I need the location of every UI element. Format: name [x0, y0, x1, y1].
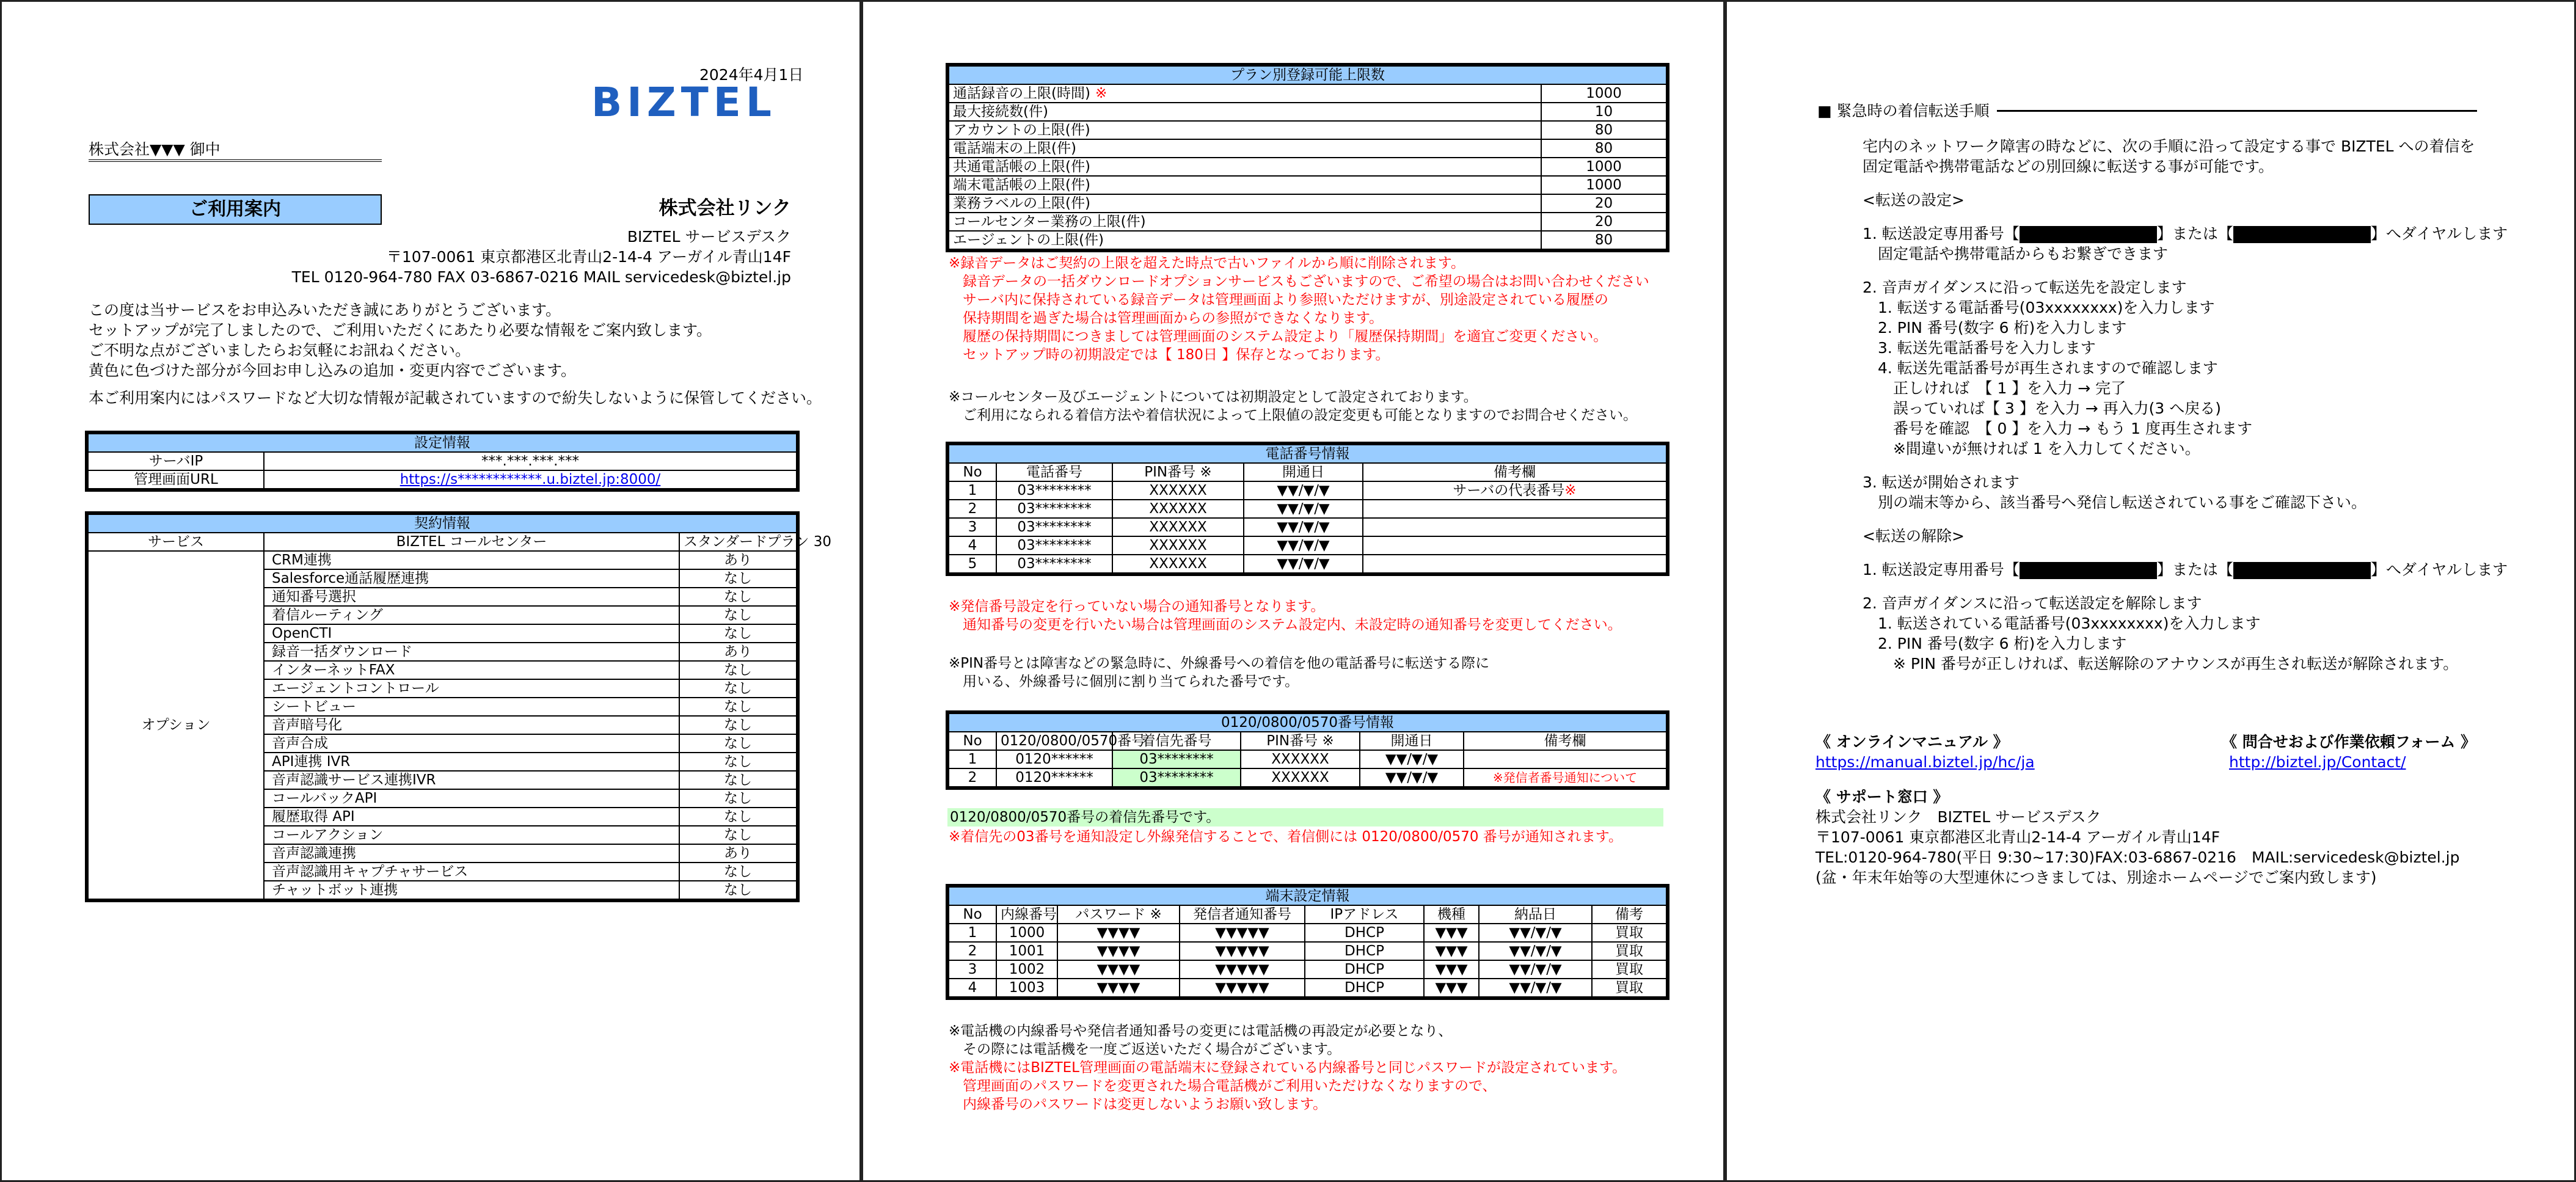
step-text: 】へダイヤルします	[2370, 561, 2508, 578]
remark-mark: ※	[1564, 483, 1577, 498]
option-value: なし	[679, 569, 798, 588]
cell: 2	[947, 942, 996, 960]
option-name: OpenCTI	[264, 624, 679, 643]
cell	[1464, 750, 1668, 768]
cell: DHCP	[1305, 924, 1424, 942]
cell: ▼▼▼▼	[1057, 960, 1180, 979]
company-info	[292, 227, 791, 287]
terminal-row	[947, 979, 1668, 998]
note-line: 用いる、外線番号に個別に割り当てられた番号です。	[949, 674, 1299, 690]
cell: 2	[947, 768, 996, 788]
limit-mark: ※	[1095, 86, 1107, 101]
cell: ▼▼/▼/▼	[1360, 750, 1464, 768]
note-line: 保持期間を過ぎた場合は管理画面からの参照ができなくなります。	[949, 310, 1384, 326]
column-header: No	[947, 463, 996, 481]
cell: ▼▼▼▼	[1057, 924, 1180, 942]
server-ip-value: ***.***.***.***	[264, 452, 798, 470]
option-name: 着信ルーティング	[264, 606, 679, 624]
support-block	[1815, 787, 2459, 888]
cell: 1	[947, 481, 996, 500]
step-text: 1. 転送設定専用番号【	[1863, 225, 2020, 243]
freedial-table	[946, 710, 1669, 790]
option-value: なし	[679, 716, 798, 734]
cell: ▼▼/▼/▼	[1244, 536, 1363, 555]
option-value: なし	[679, 606, 798, 624]
column-header: 備考欄	[1464, 732, 1668, 750]
freedial-row	[947, 750, 1668, 768]
form-block	[2222, 732, 2476, 772]
cell: 1	[947, 924, 996, 942]
step-line: 別の端末等から、該当番号へ発信し転送されている事をご確認下さい。	[1863, 494, 2367, 511]
option-name: 通知番号選択	[264, 588, 679, 606]
note-line: ご利用になられる着信方法や着信状況によって上限値の設定変更も可能となりますのでお問合せください。	[949, 407, 1637, 423]
limit-row	[947, 139, 1668, 158]
cell: 4	[947, 536, 996, 555]
manual-heading: 《 オンラインマニュアル 》	[1815, 733, 2009, 751]
step-line: ※ PIN 番号が正しければ、転送解除のアナウンスが再生され転送が解除されます。	[1863, 655, 2459, 673]
option-name: 音声暗号化	[264, 716, 679, 734]
support-line: 〒107-0061 東京都港区北青山2-14-4 アーガイル青山14F	[1815, 828, 2220, 846]
limit-value: 10	[1541, 103, 1668, 121]
option-value: なし	[679, 734, 798, 753]
pin-notes	[949, 654, 1489, 691]
column-header: No	[947, 905, 996, 924]
cell	[1363, 536, 1668, 555]
terminal-title: 端末設定情報	[947, 886, 1668, 905]
option-name: 履歴取得 API	[264, 808, 679, 826]
note-line: その際には電話機を一度ご返送いただく場合がございます。	[949, 1042, 1341, 1057]
option-name: 音声認識用キャプチャサービス	[264, 863, 679, 881]
limit-value: 80	[1541, 231, 1668, 250]
limit-row	[947, 231, 1668, 250]
terminal-notes-red	[949, 1059, 1626, 1114]
option-name: 音声合成	[264, 734, 679, 753]
cell: ▼▼/▼/▼	[1479, 960, 1592, 979]
biztel-logo: BIZTEL	[591, 79, 776, 126]
column-header: 開通日	[1244, 463, 1363, 481]
contract-title: 契約情報	[87, 513, 798, 533]
option-value: あり	[679, 551, 798, 569]
settings-table	[85, 431, 800, 492]
redacted-number	[2233, 562, 2371, 579]
cancel-heading: <転送の解除>	[1863, 527, 1965, 545]
limit-name-text: 業務ラベルの上限(件)	[953, 195, 1090, 211]
step-line: ※間違いが無ければ 1 を入力してください。	[1863, 440, 2200, 458]
option-value: なし	[679, 661, 798, 679]
column-header: 備考欄	[1363, 463, 1668, 481]
cancel-step-1	[1863, 560, 2508, 580]
server-ip-label: サーバIP	[87, 452, 264, 470]
limit-name	[947, 231, 1541, 250]
limit-row	[947, 176, 1668, 194]
cell	[1363, 555, 1668, 574]
company-address: 〒107-0061 東京都港区北青山2-14-4 アーガイル青山14F	[386, 248, 791, 266]
column-header: 発信者通知番号	[1180, 905, 1305, 924]
section-title	[1817, 101, 2477, 121]
column-header: PIN番号 ※	[1241, 732, 1360, 750]
column-header: 納品日	[1479, 905, 1592, 924]
column-header: No	[947, 732, 996, 750]
option-row	[87, 551, 798, 569]
limits-table	[946, 63, 1669, 252]
cell	[1363, 518, 1668, 536]
limit-name	[947, 121, 1541, 139]
form-link[interactable]: http://biztel.jp/Contact/	[2229, 753, 2406, 771]
step-line: 誤っていれば【 3 】を入力 → 再入力(3 へ戻る)	[1863, 399, 2222, 417]
step-line: 2. PIN 番号(数字 6 桁)を入力します	[1863, 319, 2127, 337]
limit-row	[947, 194, 1668, 213]
limit-name	[947, 213, 1541, 231]
option-name: 音声認識連携	[264, 844, 679, 863]
service-label: サービス	[87, 533, 264, 551]
cell: ▼▼/▼/▼	[1479, 924, 1592, 942]
cell: ▼▼/▼/▼	[1244, 555, 1363, 574]
cell: ▼▼/▼/▼	[1244, 481, 1363, 500]
cell: 1	[947, 750, 996, 768]
phone-header-row	[947, 463, 1668, 481]
cell: 買取	[1592, 942, 1668, 960]
support-heading: 《 サポート窓口 》	[1815, 788, 1949, 806]
page-2	[861, 0, 1725, 1182]
addressee: 株式会社▼▼▼ 御中	[89, 139, 382, 162]
note-line: 内線番号のパスワードは変更しないようお願い致します。	[949, 1096, 1327, 1112]
step-line: 2. 音声ガイダンスに沿って転送設定を解除します	[1863, 594, 2202, 612]
terminal-row	[947, 942, 1668, 960]
redacted-number	[2233, 226, 2371, 243]
step-line: 1. 転送する電話番号(03xxxxxxxx)を入力します	[1863, 299, 2215, 316]
option-value: なし	[679, 753, 798, 771]
limit-name-text: 端末電話帳の上限(件)	[953, 177, 1090, 193]
cell: 03********	[1112, 768, 1241, 788]
cell: 買取	[1592, 960, 1668, 979]
cell: 5	[947, 555, 996, 574]
cell: ▼▼/▼/▼	[1479, 942, 1592, 960]
terminal-header-row	[947, 905, 1668, 924]
admin-url-link[interactable]: https://s************.u.biztel.jp:8000/	[400, 472, 661, 487]
step-text: 】または【	[2156, 561, 2233, 578]
intro-line: この度は当サービスをお申込みいただき誠にありがとうございます。	[89, 301, 561, 319]
cell: 4	[947, 979, 996, 998]
notice-line: 本ご利用案内にはパスワードなど大切な情報が記載されていますので紛失しないように保管してください。	[89, 389, 822, 407]
phone-row	[947, 555, 1668, 574]
note-line: ※コールセンター及びエージェントについては初期設定として設定されております。	[949, 389, 1478, 405]
company-name: 株式会社リンク	[659, 197, 791, 219]
limit-value: 20	[1541, 213, 1668, 231]
phone-row	[947, 481, 1668, 500]
cell: ▼▼/▼/▼	[1244, 518, 1363, 536]
form-heading: 《 問合せおよび作業依頼フォーム 》	[2222, 733, 2476, 751]
intro-line: 固定電話や携帯電話などの別回線に転送する事が可能です。	[1863, 158, 2274, 175]
column-header: 電話番号	[996, 463, 1112, 481]
terminal-row	[947, 924, 1668, 942]
cell: XXXXXX	[1241, 768, 1360, 788]
phone-notes	[949, 597, 1622, 634]
setting-step-1	[1863, 224, 2508, 244]
option-label: オプション	[87, 551, 264, 900]
column-header: 備考	[1592, 905, 1668, 924]
forwarding-procedure	[1863, 136, 2508, 674]
support-line: (盆・年末年始等の大型連休につきましては、別途ホームページでご案内致します)	[1815, 869, 2377, 886]
cell: ▼▼▼▼▼	[1180, 979, 1305, 998]
step-text: 1. 転送設定専用番号【	[1863, 561, 2020, 578]
limit-name-text: コールセンター業務の上限(件)	[953, 214, 1146, 230]
freedial-title: 0120/0800/0570番号情報	[947, 712, 1668, 732]
limit-value: 1000	[1541, 84, 1668, 103]
option-name: コールバックAPI	[264, 789, 679, 808]
callcenter-notes	[949, 388, 1637, 425]
option-value: なし	[679, 881, 798, 900]
option-name: コールアクション	[264, 826, 679, 844]
column-header: 0120/0800/0570番号	[996, 732, 1112, 750]
freedial-header-row	[947, 732, 1668, 750]
limit-row	[947, 158, 1668, 176]
freedial-row	[947, 768, 1668, 788]
step-line: 正しければ 【 1 】を入力 → 完了	[1863, 379, 2126, 397]
note-line: 履歴の保持期間につきましては管理画面のシステム設定より「履歴保持期間」を適宜ご変更ください。	[949, 329, 1608, 345]
cell: 2	[947, 500, 996, 518]
limit-name-text: アカウントの上限(件)	[953, 122, 1090, 138]
step-line: 2. 音声ガイダンスに沿って転送先を設定します	[1863, 279, 2187, 296]
cell: ▼▼▼	[1424, 960, 1479, 979]
page-3	[1725, 0, 2576, 1182]
title-rule	[1997, 110, 2477, 112]
step-line: 3. 転送が開始されます	[1863, 473, 2020, 491]
note-line: ※電話機の内線番号や発信者通知番号の変更には電話機の再設定が必要となり、	[949, 1023, 1453, 1039]
option-name: インターネットFAX	[264, 661, 679, 679]
limit-name-text: 電話端末の上限(件)	[953, 140, 1076, 156]
note-line: 管理画面のパスワードを変更された場合電話機がご利用いただけなくなりますので、	[949, 1078, 1497, 1094]
note-line: ※PIN番号とは障害などの緊急時に、外線番号への着信を他の電話番号に転送する際に	[949, 655, 1490, 671]
phone-row	[947, 536, 1668, 555]
note-line: セットアップ時の初期設定では【 180日 】保存となっております。	[949, 347, 1390, 363]
cell: 3	[947, 518, 996, 536]
step-line: 1. 転送されている電話番号(03xxxxxxxx)を入力します	[1863, 615, 2261, 632]
step-line: 番号を確認 【 0 】を入力 → もう 1 度再生されます	[1863, 420, 2252, 437]
limit-row	[947, 103, 1668, 121]
option-value: なし	[679, 588, 798, 606]
cell: 買取	[1592, 924, 1668, 942]
limit-name-text: エージェントの上限(件)	[953, 232, 1104, 248]
column-header: 着信先番号	[1112, 732, 1241, 750]
limits-title: プラン別登録可能上限数	[947, 65, 1668, 84]
step-sub: 固定電話や携帯電話からもお繋ぎできます	[1863, 245, 2169, 263]
cell: 0120******	[996, 768, 1112, 788]
cell: ▼▼▼	[1424, 979, 1479, 998]
intro-line: セットアップが完了しましたので、ご利用いただくにあたり必要な情報をご案内致します。	[89, 321, 712, 339]
recording-notes	[949, 254, 1649, 364]
admin-url-label: 管理画面URL	[87, 470, 264, 490]
option-name: CRM連携	[264, 551, 679, 569]
freedial-note-red: ※着信先の03番号を通知設定し外線発信することで、着信側には 0120/0800/0570 番号が通知されます。	[949, 829, 1622, 845]
cell: ▼▼▼▼▼	[1180, 924, 1305, 942]
option-value: なし	[679, 698, 798, 716]
cell: ▼▼/▼/▼	[1360, 768, 1464, 788]
cell: ※発信者番号通知について	[1464, 768, 1668, 788]
setting-heading: <転送の設定>	[1863, 191, 1965, 209]
phone-row	[947, 518, 1668, 536]
limit-name-text: 最大接続数(件)	[953, 104, 1048, 120]
limit-value: 1000	[1541, 158, 1668, 176]
terminal-notes	[949, 1022, 1452, 1059]
column-header: IPアドレス	[1305, 905, 1424, 924]
option-name: チャットボット連携	[264, 881, 679, 900]
date: 2024年4月1日	[699, 66, 804, 84]
cell: ▼▼▼▼	[1057, 942, 1180, 960]
intro-line: 黄色に色づけた部分が今回お申し込みの追加・変更内容でございます。	[89, 362, 577, 379]
cell: XXXXXX	[1112, 481, 1244, 500]
note-line: サーバ内に保持されている録音データは管理画面より参照いただけますが、別途設定されている履歴の	[949, 292, 1608, 308]
option-value: なし	[679, 826, 798, 844]
cell: ▼▼/▼/▼	[1244, 500, 1363, 518]
intro-line: 宅内のネットワーク障害の時などに、次の手順に沿って設定する事で BIZTEL への着信を	[1863, 137, 2475, 155]
plan-value: スタンダードプラン 30	[679, 533, 798, 551]
cell: 03********	[996, 536, 1112, 555]
cell: 0120******	[996, 750, 1112, 768]
cell	[1363, 500, 1668, 518]
option-value: なし	[679, 863, 798, 881]
limit-row	[947, 213, 1668, 231]
manual-link[interactable]: https://manual.biztel.jp/hc/ja	[1815, 753, 2035, 771]
limit-value: 80	[1541, 121, 1668, 139]
intro-line: ご不明な点がございましたらお気軽にお訊ねください。	[89, 341, 471, 359]
option-value: なし	[679, 789, 798, 808]
option-name: シートビュー	[264, 698, 679, 716]
cell: ▼▼▼▼▼	[1180, 942, 1305, 960]
limit-row	[947, 121, 1668, 139]
option-value: なし	[679, 771, 798, 789]
step-line: 2. PIN 番号(数字 6 桁)を入力します	[1863, 635, 2127, 652]
phone-row	[947, 500, 1668, 518]
limit-value: 80	[1541, 139, 1668, 158]
intro-text	[89, 300, 822, 408]
manual-block	[1815, 732, 2035, 772]
column-header: PIN番号 ※	[1112, 463, 1244, 481]
cell: XXXXXX	[1112, 500, 1244, 518]
note-line: ※録音データはご契約の上限を超えた時点で古いファイルから順に削除されます。	[949, 255, 1465, 271]
phone-title: 電話番号情報	[947, 443, 1668, 463]
step-text: 】または【	[2156, 225, 2233, 243]
contract-table	[85, 511, 831, 902]
cell: 03********	[996, 481, 1112, 500]
limit-name	[947, 84, 1541, 103]
note-line: 通知番号の変更を行いたい場合は管理画面のシステム設定内、未設定時の通知番号を変更してください。	[949, 617, 1622, 633]
cell: ▼▼▼▼	[1057, 979, 1180, 998]
cell: ▼▼▼▼▼	[1180, 960, 1305, 979]
cell: ▼▼▼	[1424, 942, 1479, 960]
cell: DHCP	[1305, 942, 1424, 960]
service-value: BIZTEL コールセンター	[264, 533, 679, 551]
limit-name-text: 通話録音の上限(時間)	[953, 86, 1090, 101]
option-value: あり	[679, 643, 798, 661]
cell: 買取	[1592, 979, 1668, 998]
option-name: エージェントコントロール	[264, 679, 679, 698]
cell: DHCP	[1305, 960, 1424, 979]
column-header: 内線番号	[996, 905, 1057, 924]
redacted-number	[2020, 562, 2157, 579]
column-header: 開通日	[1360, 732, 1464, 750]
cell: XXXXXX	[1112, 518, 1244, 536]
cell: XXXXXX	[1112, 555, 1244, 574]
option-name: Salesforce通話履歴連携	[264, 569, 679, 588]
phone-table	[946, 442, 1669, 576]
cell: 1000	[996, 924, 1057, 942]
cell: ▼▼/▼/▼	[1479, 979, 1592, 998]
note-line: ※電話機にはBIZTEL管理画面の電話端末に登録されている内線番号と同じパスワードが設定されています。	[949, 1060, 1627, 1076]
cell: 1003	[996, 979, 1057, 998]
limit-row	[947, 84, 1668, 103]
cell: 3	[947, 960, 996, 979]
cell: 1002	[996, 960, 1057, 979]
option-value: なし	[679, 624, 798, 643]
option-name: 録音一括ダウンロード	[264, 643, 679, 661]
cell: ▼▼▼	[1424, 924, 1479, 942]
cell: 03********	[1112, 750, 1241, 768]
option-value: なし	[679, 808, 798, 826]
freedial-note: 0120/0800/0570番号の着信先番号です。	[947, 808, 1663, 826]
limit-name	[947, 139, 1541, 158]
option-value: あり	[679, 844, 798, 863]
terminal-table	[946, 884, 1669, 1000]
step-text: 】へダイヤルします	[2370, 225, 2508, 243]
support-line: TEL:0120-964-780(平日 9:30~17:30)FAX:03-6867-0216 MAIL:servicedesk@biztel.jp	[1815, 848, 2460, 866]
limit-name	[947, 176, 1541, 194]
support-line: 株式会社リンク BIZTEL サービスデスク	[1815, 808, 2101, 826]
doc-title: ご利用案内	[89, 194, 382, 225]
cell: サーバの代表番号※	[1363, 481, 1668, 500]
limit-name	[947, 158, 1541, 176]
cell: 03********	[996, 555, 1112, 574]
dept: BIZTEL サービスデスク	[627, 228, 791, 246]
note-line: 録音データの一括ダウンロードオプションサービスもございますので、ご希望の場合はお問い合わせください	[949, 274, 1649, 290]
cell: XXXXXX	[1112, 536, 1244, 555]
limit-name	[947, 103, 1541, 121]
step-line: 4. 転送先電話番号が再生されますので確認します	[1863, 359, 2218, 377]
limit-value: 20	[1541, 194, 1668, 213]
cell: DHCP	[1305, 979, 1424, 998]
column-header: 機種	[1424, 905, 1479, 924]
note-line: ※発信番号設定を行っていない場合の通知番号となります。	[949, 599, 1325, 615]
terminal-row	[947, 960, 1668, 979]
section-title-text: ■ 緊急時の着信転送手順	[1817, 102, 1990, 120]
option-name: API連携 IVR	[264, 753, 679, 771]
limit-name-text: 共通電話帳の上限(件)	[953, 159, 1090, 175]
cell: 1001	[996, 942, 1057, 960]
column-header: パスワード ※	[1057, 905, 1180, 924]
cell: 03********	[996, 500, 1112, 518]
settings-title: 設定情報	[87, 432, 798, 452]
cell: XXXXXX	[1241, 750, 1360, 768]
redacted-number	[2020, 226, 2157, 243]
option-value: なし	[679, 679, 798, 698]
cell: 03********	[996, 518, 1112, 536]
limit-value: 1000	[1541, 176, 1668, 194]
page-1	[0, 0, 861, 1182]
option-name: 音声認識サービス連携IVR	[264, 771, 679, 789]
company-contact: TEL 0120-964-780 FAX 03-6867-0216 MAIL servicedesk@biztel.jp	[291, 268, 791, 286]
step-line: 3. 転送先電話番号を入力します	[1863, 339, 2096, 357]
limit-name	[947, 194, 1541, 213]
